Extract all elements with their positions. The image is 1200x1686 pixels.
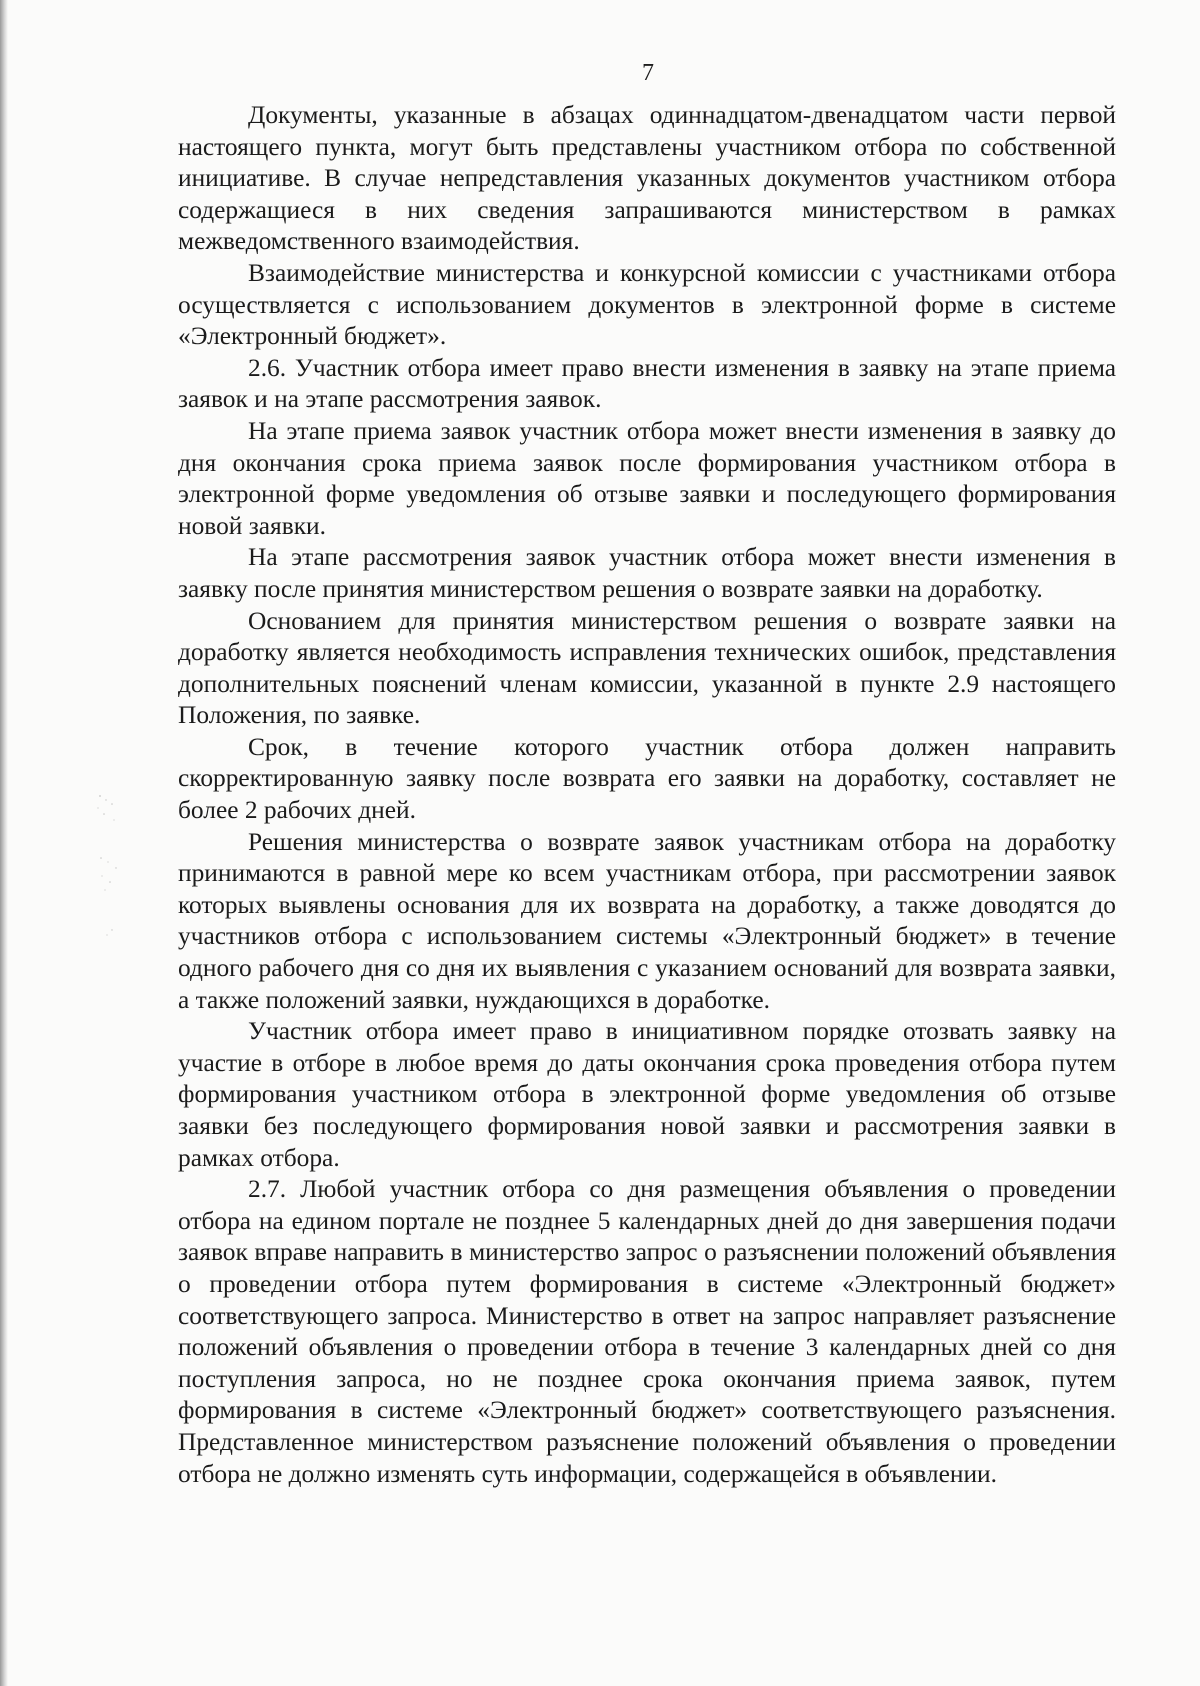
paragraph: Документы, указанные в абзацах одиннадцатом-двенадцатом части первой настоящего пункта, могут быть представлены участником отбора по собственной инициативе. В случае непредставления указанных документов участником отбора содержащиеся в них сведения запрашиваются министерством в рамках межведомственного взаимодействия.: [178, 101, 1116, 256]
document-body: [178, 100, 1116, 1490]
paragraph: Участник отбора имеет право в инициативном порядке отозвать заявку на участие в отборе в любое время до даты окончания срока проведения отбора путем формирования участником отбора в электронной форме уведомления об отзыве заявки без последующего формирования новой заявки и рассмотрения заявки в рамках отбора.: [178, 1017, 1116, 1172]
paragraph: 2.6. Участник отбора имеет право внести изменения в заявку на этапе приема заявок и на этапе рассмотрения заявок.: [178, 353, 1116, 414]
page-number: 7: [642, 60, 654, 86]
scan-edge-shadow: [0, 0, 8, 1686]
scan-speckle-mark: [92, 790, 122, 940]
paragraph: Решения министерства о возврате заявок участникам отбора на доработку принимаются в равной мере ко всем участникам отбора, при рассмотрении заявок которых выявлены основания для их возврата на доработку, а также доводятся до участников отбора с использованием системы «Электронный бюджет» в течение одного рабочего дня со дня их выявления с указанием оснований для возврата заявки, а также положений заявки, нуждающихся в доработке.: [178, 827, 1116, 1014]
paragraph: Срок, в течение которого участник отбора должен направить скорректированную заявку после возврата его заявки на доработку, составляет не более 2 рабочих дней.: [178, 732, 1116, 825]
paragraph: На этапе рассмотрения заявок участник отбора может внести изменения в заявку после принятия министерством решения о возврате заявки на доработку.: [178, 543, 1116, 603]
paragraph: Взаимодействие министерства и конкурсной комиссии с участниками отбора осуществляется с использованием документов в электронной форме в системе «Электронный бюджет».: [178, 258, 1116, 351]
paragraph: 2.7. Любой участник отбора со дня размещения объявления о проведении отбора на едином портале не позднее 5 календарных дней до дня завершения подачи заявок вправе направить в министерство запрос о разъяснении положений объявления о проведении отбора путем формирования в системе «Электронный бюджет» соответствующего запроса. Министерство в ответ на запрос направляет разъяснение положений объявления о проведении отбора в течение 3 календарных дней со дня поступления запроса, но не позднее срока окончания приема заявок, путем формирования в системе «Электронный бюджет» соответствующего разъяснения. Представленное министерством разъяснение положений объявления о проведении отбора не должно изменять суть информации, содержащейся в объявлении.: [178, 1175, 1116, 1488]
paragraph: На этапе приема заявок участник отбора может внести изменения в заявку до дня окончания срока приема заявок после формирования участником отбора в электронной форме уведомления об отзыве заявки и последующего формирования новой заявки.: [178, 416, 1116, 540]
paragraph: Основанием для принятия министерством решения о возврате заявки на доработку является необходимость исправления технических ошибок, представления дополнительных пояснений членам комиссии, указанной в пункте 2.9 настоящего Положения, по заявке.: [178, 606, 1116, 730]
